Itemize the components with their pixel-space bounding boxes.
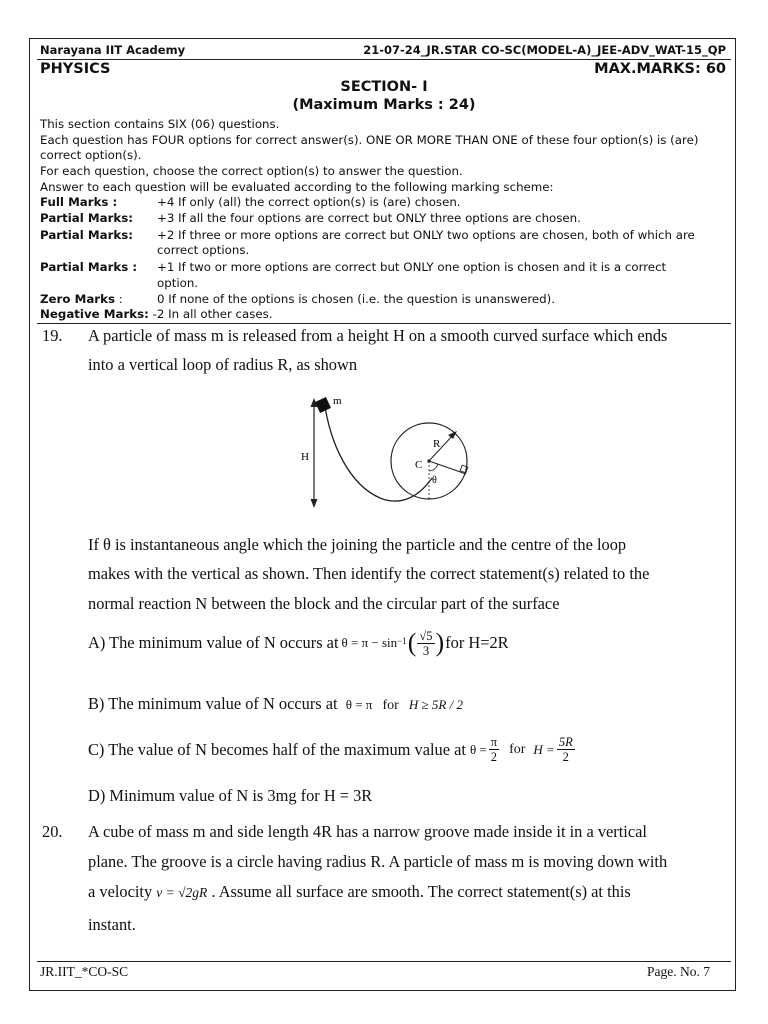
- frac-num: π: [490, 735, 498, 749]
- option-c: [88, 735, 575, 764]
- instruction-line: Each question has FOUR options for correct answer(s). ONE OR MORE THAN ONE of these four option(s) is (are): [40, 133, 699, 147]
- question-text: normal reaction N between the block and the circular part of the surface: [88, 594, 560, 613]
- instruction-line: This section contains SIX (06) questions.: [40, 117, 280, 131]
- marking-label: Partial Marks:: [40, 211, 134, 225]
- marking-label: Partial Marks :: [40, 260, 138, 274]
- marking-text: -2 In all other cases.: [152, 307, 273, 321]
- option-c-fraction: [489, 735, 499, 764]
- option-a-text: A) The minimum value of N occurs at: [88, 633, 339, 652]
- section-title: SECTION- I: [340, 79, 428, 95]
- institute-name: Narayana IIT Academy: [40, 43, 186, 57]
- frac-den: 2: [562, 750, 569, 764]
- option-a-condition: for H=2R: [445, 633, 509, 652]
- question-text: into a vertical loop of radius R, as shown: [88, 355, 358, 374]
- marking-text: +1 If two or more options are correct but ONLY one option is chosen and it is a correct: [157, 260, 667, 274]
- frac-den: 3: [422, 643, 430, 658]
- marking-text: +3 If all the four options are correct but ONLY three options are chosen.: [157, 211, 581, 225]
- marking-text: +2 If three or more options are correct but ONLY two options are chosen, both of which are: [157, 228, 695, 242]
- option-c-theta: θ =: [469, 741, 487, 757]
- marking-text-cont: option.: [157, 276, 199, 290]
- option-c-H: H =: [533, 741, 555, 757]
- velocity-pre: a velocity: [88, 882, 153, 901]
- option-b-text: B) The minimum value of N occurs at: [88, 694, 338, 713]
- question-text: plane. The groove is a circle having radius R. A particle of mass m is moving down with: [88, 852, 668, 871]
- centre-point: [427, 459, 430, 462]
- footer-left: JR.IIT_*CO-SC: [40, 964, 129, 979]
- option-b-math: θ = π: [345, 697, 373, 712]
- height-arrow-bottom: [311, 499, 318, 508]
- option-c-fraction2: [557, 735, 575, 764]
- marking-negative: [40, 307, 273, 323]
- question-number: 19.: [42, 326, 63, 345]
- instruction-line: correct option(s).: [40, 148, 142, 162]
- paper-code: 21-07-24_JR.STAR CO-SC(MODEL-A)_JEE-ADV_WAT-15_QP: [363, 43, 726, 57]
- instructions-rule: [37, 323, 731, 324]
- option-d: D) Minimum value of N is 3mg for H = 3R: [88, 786, 373, 805]
- frac-num: √5: [419, 628, 433, 643]
- marking-label-suffix: :: [118, 292, 123, 306]
- angle-arc: [429, 464, 438, 471]
- block-mass: [315, 397, 331, 413]
- label-m: m: [333, 395, 342, 407]
- question-text: If θ is instantaneous angle which the joining the particle and the centre of the loop: [88, 535, 627, 554]
- particle-radius-line: [429, 461, 466, 474]
- question-text-velocity: [88, 882, 631, 902]
- page-number: Page. No. 7: [647, 964, 710, 979]
- question-text: makes with the vertical as shown. Then identify the correct statement(s) related to the: [88, 564, 650, 583]
- radius-arrowhead: [448, 431, 457, 439]
- option-a: [88, 628, 509, 658]
- marking-label: Zero Marks: [40, 292, 115, 306]
- option-a-paren-open: (: [407, 628, 417, 657]
- instruction-line: Answer to each question will be evaluated according to the following marking scheme:: [40, 180, 554, 194]
- option-a-fraction: [417, 629, 434, 658]
- option-c-for: for: [509, 741, 526, 757]
- marking-text: 0 If none of the options is chosen (i.e. the question is unanswered).: [157, 292, 556, 306]
- curved-track: [324, 400, 432, 501]
- subject-title: PHYSICS: [40, 61, 111, 77]
- frac-den: 2: [490, 750, 498, 764]
- velocity-math: v = √2gR: [156, 885, 208, 900]
- question-text: A particle of mass m is released from a height H on a smooth curved surface which ends: [88, 326, 668, 345]
- option-b-for: for: [382, 698, 399, 713]
- option-a-math: θ = π − sin: [341, 635, 398, 650]
- marking-label: Partial Marks:: [40, 228, 134, 242]
- header-rule: [37, 59, 731, 60]
- footer-rule: [37, 961, 731, 962]
- marking-label-zero: [40, 292, 123, 308]
- option-b-condition: H ≥ 5R / 2: [408, 697, 463, 712]
- marking-label: Full Marks :: [40, 195, 118, 209]
- marking-text-cont: correct options.: [157, 243, 250, 257]
- marking-text: +4 If only (all) the correct option(s) is (are) chosen.: [157, 195, 461, 209]
- question-number: 20.: [42, 822, 63, 841]
- option-a-paren-close: ): [435, 628, 445, 657]
- label-H: H: [301, 451, 309, 463]
- option-b: [88, 694, 463, 714]
- velocity-post: . Assume all surface are smooth. The correct statement(s) at this: [211, 882, 631, 901]
- loop-figure: [290, 390, 490, 512]
- label-C: C: [415, 459, 423, 471]
- max-marks: MAX.MARKS: 60: [594, 61, 726, 77]
- option-a-sup: −1: [397, 636, 407, 646]
- label-theta: θ: [432, 475, 437, 486]
- section-subtitle: (Maximum Marks : 24): [292, 97, 476, 113]
- question-text: instant.: [88, 915, 136, 934]
- option-c-text: C) The value of N becomes half of the maximum value at: [88, 739, 466, 759]
- question-text: A cube of mass m and side length 4R has a narrow groove made inside it in a vertical: [88, 822, 647, 841]
- label-R: R: [433, 438, 441, 450]
- marking-label: Negative Marks:: [40, 307, 149, 321]
- instruction-line: For each question, choose the correct option(s) to answer the question.: [40, 164, 463, 178]
- frac-num: 5R: [558, 735, 573, 749]
